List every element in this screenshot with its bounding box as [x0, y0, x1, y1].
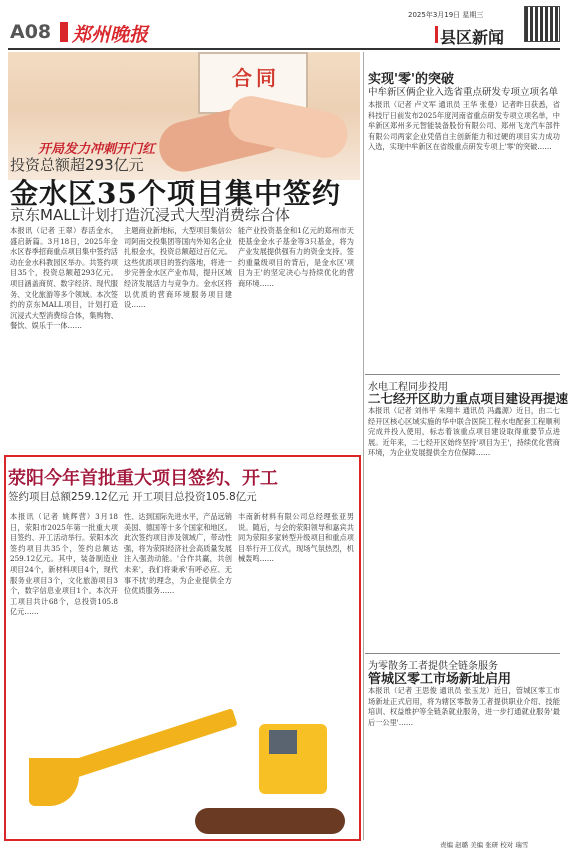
excavator-illustration [9, 718, 339, 836]
excavator-track [195, 808, 345, 834]
column-divider [363, 52, 364, 840]
story1-column-3: 能产业投资基金和1亿元的郑州市天使基金金水子基金等3只基金，将为产业发展提供强有力的资金支持。签约重量级项目的背后，是金水区'项目为王'的坚定决心与持续优化的营商环境…… [238, 226, 354, 288]
section-title: 县区新闻 [440, 28, 505, 47]
story1-column-1: 本报讯（记者 王翠）春活金水，盛启新篇。3月18日，2025年金水区春季招商重点项目集中签约活动在金水科教园区举办。共签约项目35个，投资总额超293亿元。项目涵盖商贸、数字经济、现代服务、文化旅游等多个领域。本次签约的京东MALL项目，计划打造沉浸式大型消费综合体，集购物、餐饮、娱乐于一体…… [10, 226, 118, 331]
right-story1-subhead: 中牟新区俩企业入选省重点研发专项立项名单 [368, 87, 559, 98]
right-divider-1 [365, 374, 560, 375]
excavator-arm [70, 708, 237, 778]
right-story3-kicker: 为零散务工者提供全链条服务 [368, 661, 498, 672]
right-story1-body: 本报讯（记者 卢文军 通讯员 王华 张曼）记者昨日获悉，省科技厅日前发布2025年度河南省重点研发专项立项名单，中牟新区郑州多元智能装备股份有限公司、郑州飞龙汽车部件有限公司两家企业凭借自主创新能力和过硬的项目实力成功入选，实现中牟新区在省级重点研发专项上'零'的突破…… [368, 100, 560, 152]
story1-headline: 金水区35个项目集中签约 [10, 177, 341, 210]
story2-column-2: 性、达到国际先进水平，产品远销美国、德国等十多个国家和地区。此次签约项目涉及领域广，带动性强，将为荥阳经济社会高质量发展注入强劲动能。'合作共赢，共创未来'，我们将秉承'有呼必应、无事不扰'的理念，为企业提供全方位优质服务…… [124, 512, 232, 596]
right-story2-kicker: 水电工程同步投用 [368, 382, 448, 393]
red-bar-decoration [60, 22, 68, 42]
contract-text: 合同 [232, 66, 280, 90]
hero-slogan: 开局发力冲刺开门红 [38, 142, 156, 157]
section-bar-decoration [435, 26, 438, 43]
qr-code-icon [524, 6, 560, 42]
story1-kicker: 投资总额超293亿元 [10, 156, 144, 174]
story2-subhead: 签约项目总额259.12亿元 开工项目总投资105.8亿元 [8, 491, 257, 503]
right-story2-body: 本报讯（记者 刘伟平 朱翔丰 通讯员 冯鑫源）近日，由二七经开区核心区域实施的华中联合医院工程水电配套工程顺利完成并投入使用，标志着该重点项目建设取得重要节点进展。近年来，二七经开区始终坚持'项目为王'，持续优化营商环境，为企业发展提供全方位保障…… [368, 406, 560, 458]
issue-date: 2025年3月19日 星期三 [408, 11, 484, 19]
page-number: A08 [10, 21, 52, 43]
excavator-window [269, 730, 297, 754]
story2-headline: 荥阳今年首批重大项目签约、开工 [8, 468, 278, 489]
story1-subhead: 京东MALL计划打造沉浸式大型消费综合体 [10, 206, 290, 224]
excavator-bucket [29, 758, 79, 806]
right-story3-headline: 管城区零工市场新址启用 [368, 672, 512, 687]
story2-column-3: 丰南新材料有限公司总经理张亚男说。随后，与会的荥阳领导和嘉宾共同为荥阳多家转型升级项目和重点项目举行开工仪式，现场气氛热烈，机械轰鸣…… [238, 512, 354, 564]
right-story1-headline: 实现'零'的突破 [368, 72, 454, 87]
story2-column-1: 本报讯（记者 姚辉营）3月18日，荥阳市2025年第一批重大项目签约、开工活动举行。荥阳本次签约项目共35个，签约总额达259.12亿元。其中，装备制造业项目24个，新材料项目4个，现代服务业项目3个，文化旅游项目3个，数字信息业项目1个。本次开工项目共计68个，总投资105.8亿元…… [10, 512, 118, 617]
right-story2-headline: 二七经开区助力重点项目建设再提速 [368, 391, 568, 406]
right-story3-body: 本报讯（记者 王思俊 通讯员 张玉龙）近日，管城区零工市场新址正式启用，将为辖区零散务工者提供职业介绍、技能培训、权益维护等全链条就业服务，进一步打通就业服务'最后一公里'…… [368, 686, 560, 727]
header-rule [8, 48, 560, 50]
editor-credits: 责编 赵璐 美编 张研 校对 瑞雪 [440, 841, 529, 849]
masthead [0, 0, 568, 48]
right-divider-2 [365, 653, 560, 654]
newspaper-name: 郑州晚报 [72, 24, 149, 46]
story1-column-2: 主题商业新地标，大型项目集信公司阿南交投集团等国内外知名企业扎根金水，投资总额超过百亿元。这些优质项目的签约落地，将进一步完善金水区产业布局，提升区域经济发展活力与竞争力。金水区将以优质的营商环境服务项目建设…… [124, 226, 232, 310]
